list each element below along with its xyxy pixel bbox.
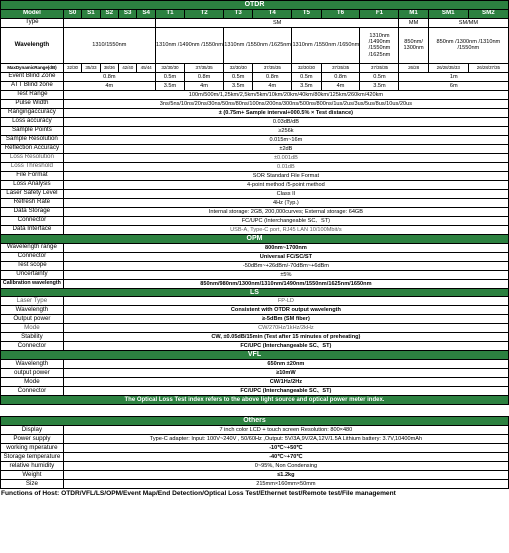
- ls-label: Stability: [1, 333, 64, 342]
- event-blind-zone-t5: 0.5m: [292, 72, 321, 81]
- vfl-label: output power: [1, 369, 64, 378]
- others-value: Type-C adapter: Input: 100V~240V , 50/60Hz ,Output: 5V/3A,9V/2A,12V/1.5A Lithium battery: 3.7V,10400mAh: [63, 435, 508, 444]
- spec-value: 3ns/5ns/10ns/20ns/30ns/50ns/80ns/100ns/200ns/300ns/500ns/800ns/1us/2us/3us/5us/8us/10us/20us: [63, 99, 508, 108]
- spec-label: Data Interface: [1, 225, 64, 234]
- dynamic-range-row: [1, 63, 509, 72]
- wavelength-f1: 1310nm /1490nm /1550nm /1625nm: [360, 27, 399, 63]
- opm-label: Connector: [1, 252, 64, 261]
- dynamic-range-t1: 32/30/30: [155, 63, 184, 72]
- dynamic-range-t2: 37/35/35: [185, 63, 224, 72]
- spec-label: Laser Safety Level: [1, 189, 64, 198]
- spec-row: [1, 171, 509, 180]
- vfl-row: [1, 369, 509, 378]
- dynamic-range-f1: 37/35/35: [360, 63, 399, 72]
- others-row: [1, 426, 509, 435]
- wavelength-m1: 850nm/ 1300nm: [399, 27, 428, 63]
- vfl-value: 650nm ±20nm: [63, 360, 508, 369]
- event-blind-zone-t2: 0.8m: [185, 72, 224, 81]
- spec-row: [1, 153, 509, 162]
- vfl-value: FC/UPC (Interchangeable SC、ST): [63, 387, 508, 396]
- model-label: Model: [1, 9, 64, 18]
- opm-row: [1, 261, 509, 270]
- others-label: Size: [1, 480, 64, 489]
- ls-row: [1, 297, 509, 306]
- event-blind-zone-row: [1, 72, 509, 81]
- type-row: [1, 18, 509, 27]
- others-value: -40℃~+70℃: [63, 453, 508, 462]
- wavelength-sm: 850nm /1300nm /1310nm /1550nm: [428, 27, 508, 63]
- type-s-series: [63, 18, 155, 27]
- dynamic-range-s3: 42/40: [119, 63, 137, 72]
- spec-row: [1, 108, 509, 117]
- model-s1: S1: [82, 9, 100, 18]
- wavelength-t3-t4: 1310nm /1550nm /1625nm: [224, 27, 292, 63]
- vfl-label: Wavelength: [1, 360, 64, 369]
- spec-row: [1, 99, 509, 108]
- att-blind-zone-label: ATT Blind zone: [1, 81, 64, 90]
- spec-row: [1, 198, 509, 207]
- att-blind-zone-row: [1, 81, 509, 90]
- spec-value: 100m/500m/1,25km/2,5km/5km/10km/20km/40km/80km/125km/260km/420km: [63, 90, 508, 99]
- spec-label: Loss accuracy: [1, 117, 64, 126]
- vfl-label: Connector: [1, 387, 64, 396]
- spec-label: Pulse Width: [1, 99, 64, 108]
- spec-row: [1, 189, 509, 198]
- spec-value: SOR Standard File Format: [63, 171, 508, 180]
- event-blind-zone-t3: 0.5m: [224, 72, 253, 81]
- others-label: Power supply: [1, 435, 64, 444]
- ls-row: [1, 306, 509, 315]
- others-label: relative humidity: [1, 462, 64, 471]
- spec-value: 0.015m~16m: [63, 135, 508, 144]
- opm-row: [1, 279, 509, 288]
- host-functions-line: Functions of Host: OTDR/VFL/LS/OPM/Event Map/End Detection/Optical Loss Test/Ethernet test/Remote test/File management: [1, 490, 396, 498]
- model-s2: S2: [100, 9, 118, 18]
- otdr-section-header: [1, 1, 509, 10]
- model-f1: F1: [360, 9, 399, 18]
- type-label: Type: [1, 18, 64, 27]
- dynamic-range-t5: 32/30/30: [292, 63, 321, 72]
- others-row: [1, 462, 509, 471]
- spec-value: FC/UPC (Interchangeable SC、ST): [63, 216, 508, 225]
- others-title: Others: [1, 417, 509, 426]
- model-t4: T4: [253, 9, 292, 18]
- spec-value: Internal storage: 2GB, 200,000curves; External storage: 64GB: [63, 207, 508, 216]
- spec-value: 0.01dB: [63, 162, 508, 171]
- spec-label: Connector: [1, 216, 64, 225]
- type-sm: SM: [155, 18, 399, 27]
- att-blind-zone-t6: 4m: [321, 81, 360, 90]
- event-blind-zone-mm: 1m: [399, 72, 509, 81]
- spec-label: Data Storage: [1, 207, 64, 216]
- wavelength-row: [1, 27, 509, 63]
- spec-label: Reflection Accuracy: [1, 144, 64, 153]
- spec-row: [1, 180, 509, 189]
- dynamic-range-t3: 32/30/30: [224, 63, 253, 72]
- model-row: [1, 9, 509, 18]
- spec-value: USB-A, Type-C port, RJ45 LAN 10/100Mbit/s: [63, 225, 508, 234]
- model-t5: T5: [292, 9, 321, 18]
- model-sm2: SM2: [468, 9, 508, 18]
- others-label: Weight: [1, 471, 64, 480]
- model-t3: T3: [224, 9, 253, 18]
- model-s4: S4: [137, 9, 155, 18]
- model-t6: T6: [321, 9, 360, 18]
- opm-row: [1, 270, 509, 279]
- att-blind-zone-t3: 3.5m: [224, 81, 253, 90]
- model-t1: T1: [155, 9, 184, 18]
- event-blind-zone-s-series: 0.8m: [63, 72, 155, 81]
- dynamic-range-sm2: 26/28/37/35: [468, 63, 508, 72]
- ls-row: [1, 333, 509, 342]
- wavelength-s-series: 1310/1550nm: [63, 27, 155, 63]
- ls-value: CW/270Hz/1kHz/2kHz: [63, 324, 508, 333]
- spec-label: Loss Analysis: [1, 180, 64, 189]
- ls-value: ≥-5dBm (SM fiber): [63, 315, 508, 324]
- spec-value: Class II: [63, 189, 508, 198]
- ls-label: Wavelength: [1, 306, 64, 315]
- att-blind-zone-s-series: 4m: [63, 81, 155, 90]
- type-mm: MM: [399, 18, 428, 27]
- opm-label: Uncertainty: [1, 270, 64, 279]
- spacer-row: [1, 405, 509, 417]
- others-row: [1, 444, 509, 453]
- spec-value: ± (0.75m+ Sample interval+000.5% × Test distance): [63, 108, 508, 117]
- ls-value: Consistent with OTDR output wavelength: [63, 306, 508, 315]
- att-blind-zone-t1: 3.5m: [155, 81, 184, 90]
- type-sm-mm: SM/MM: [428, 18, 508, 27]
- vfl-row: [1, 360, 509, 369]
- opm-value: -50dBm~+26dBm/-70dBm~+6dBm: [63, 261, 508, 270]
- spec-row: [1, 117, 509, 126]
- spec-value: ±2dB: [63, 144, 508, 153]
- spec-row: [1, 225, 509, 234]
- opm-value: Universal FC/SC/ST: [63, 252, 508, 261]
- vfl-row: [1, 378, 509, 387]
- dynamic-range-label: MaxDynamicRange(dB): [1, 63, 64, 72]
- others-value: 7 inch color LCD + touch screen Resolution: 800×480: [63, 426, 508, 435]
- others-value: 0~95%, Non Condensing: [63, 462, 508, 471]
- opm-value: ±5%: [63, 270, 508, 279]
- dynamic-range-s4: 45/44: [137, 63, 155, 72]
- opm-value: 800nm~1700nm: [63, 243, 508, 252]
- spec-row: [1, 90, 509, 99]
- otdr-title: OTDR: [1, 1, 509, 10]
- opm-label: Calibration wavelength: [1, 279, 64, 288]
- spec-label: File Format: [1, 171, 64, 180]
- spec-row: [1, 135, 509, 144]
- dynamic-range-s1: 35/33: [82, 63, 100, 72]
- att-blind-zone-t2: 4m: [185, 81, 224, 90]
- model-sm1: SM1: [428, 9, 468, 18]
- model-s3: S3: [119, 9, 137, 18]
- spec-label: Refresh Rate: [1, 198, 64, 207]
- others-row: [1, 480, 509, 489]
- att-blind-zone-t5: 3.5m: [292, 81, 321, 90]
- spec-label: Sample Points: [1, 126, 64, 135]
- wavelength-label: Wavelength: [1, 27, 64, 63]
- spec-label: Rangingaccuracy: [1, 108, 64, 117]
- event-blind-zone-label: Event Blind Zone: [1, 72, 64, 81]
- ls-label: Connector: [1, 342, 64, 351]
- opm-label: Wavelength range: [1, 243, 64, 252]
- event-blind-zone-t4: 0.8m: [253, 72, 292, 81]
- ls-label: Output power: [1, 315, 64, 324]
- spec-label: Loss Resolution: [1, 153, 64, 162]
- spec-value: ≥256k: [63, 126, 508, 135]
- dynamic-range-s2: 38/36: [100, 63, 118, 72]
- wavelength-t1-t2: 1310nm /1490nm /1550nm: [155, 27, 223, 63]
- others-value: 215mm×160mm×50mm: [63, 480, 508, 489]
- model-m1: M1: [399, 9, 428, 18]
- others-row: [1, 435, 509, 444]
- ls-value: CW, ±0.05dB/15min (Test after 15 minutes of preheating): [63, 333, 508, 342]
- vfl-title: VFL: [1, 351, 509, 360]
- others-label: Storage temperature: [1, 453, 64, 462]
- others-row: [1, 471, 509, 480]
- spec-label: Test Range: [1, 90, 64, 99]
- spec-label: Sample Resolution: [1, 135, 64, 144]
- ls-title: LS: [1, 288, 509, 297]
- att-blind-zone-mm: 6m: [399, 81, 509, 90]
- ls-section-header: [1, 288, 509, 297]
- ls-row: [1, 324, 509, 333]
- vfl-value: ≥10mW: [63, 369, 508, 378]
- ls-value: FP-LD: [63, 297, 508, 306]
- spec-value: 4Hz (Typ.): [63, 198, 508, 207]
- opm-title: OPM: [1, 234, 509, 243]
- model-t2: T2: [185, 9, 224, 18]
- spec-value: 0.03dB/dB: [63, 117, 508, 126]
- dynamic-range-m1: 26/28: [399, 63, 428, 72]
- dynamic-range-sm1: 26/28/35/33: [428, 63, 468, 72]
- optical-loss-note-row: [1, 396, 509, 405]
- ls-label: Laser Type: [1, 297, 64, 306]
- spec-row: [1, 162, 509, 171]
- opm-label: Test scope: [1, 261, 64, 270]
- optical-loss-note: The Optical Loss Test index refers to the above light source and optical power meter index.: [1, 396, 509, 405]
- opm-row: [1, 252, 509, 261]
- wavelength-t5-t6: 1310nm /1550nm /1650nm: [292, 27, 360, 63]
- vfl-section-header: [1, 351, 509, 360]
- others-section-header: [1, 417, 509, 426]
- spec-row: [1, 126, 509, 135]
- dynamic-range-s0: 32/30: [63, 63, 81, 72]
- ls-label: Mode: [1, 324, 64, 333]
- spec-row: [1, 207, 509, 216]
- spec-row: [1, 216, 509, 225]
- dynamic-range-t6: 37/35/35: [321, 63, 360, 72]
- vfl-row: [1, 387, 509, 396]
- section-gap: [1, 405, 509, 417]
- spec-row: [1, 144, 509, 153]
- spec-value: ±0.001dB: [63, 153, 508, 162]
- ls-row: [1, 315, 509, 324]
- spec-label: Loss Threshold: [1, 162, 64, 171]
- dynamic-range-t4: 37/35/35: [253, 63, 292, 72]
- others-value: ≤1.2kg: [63, 471, 508, 480]
- vfl-label: Mode: [1, 378, 64, 387]
- model-s0: S0: [63, 9, 81, 18]
- opm-value: 850nm/980nm/1300nm/1310nm/1490nm/1550nm/1625nm/1650nm: [63, 279, 508, 288]
- event-blind-zone-t6: 0.8m: [321, 72, 360, 81]
- opm-section-header: [1, 234, 509, 243]
- spec-value: 4-point method /5-point method: [63, 180, 508, 189]
- others-value: -10℃~+50℃: [63, 444, 508, 453]
- att-blind-zone-f1: 3.5m: [360, 81, 399, 90]
- opm-row: [1, 243, 509, 252]
- event-blind-zone-f1: 0.5m: [360, 72, 399, 81]
- vfl-value: CW/1Hz/2Hz: [63, 378, 508, 387]
- ls-value: FC/UPC (Interchangeable SC、ST): [63, 342, 508, 351]
- others-label: Display: [1, 426, 64, 435]
- others-label: working mperature: [1, 444, 64, 453]
- att-blind-zone-t4: 4m: [253, 81, 292, 90]
- others-row: [1, 453, 509, 462]
- event-blind-zone-t1: 0.5m: [155, 72, 184, 81]
- ls-row: [1, 342, 509, 351]
